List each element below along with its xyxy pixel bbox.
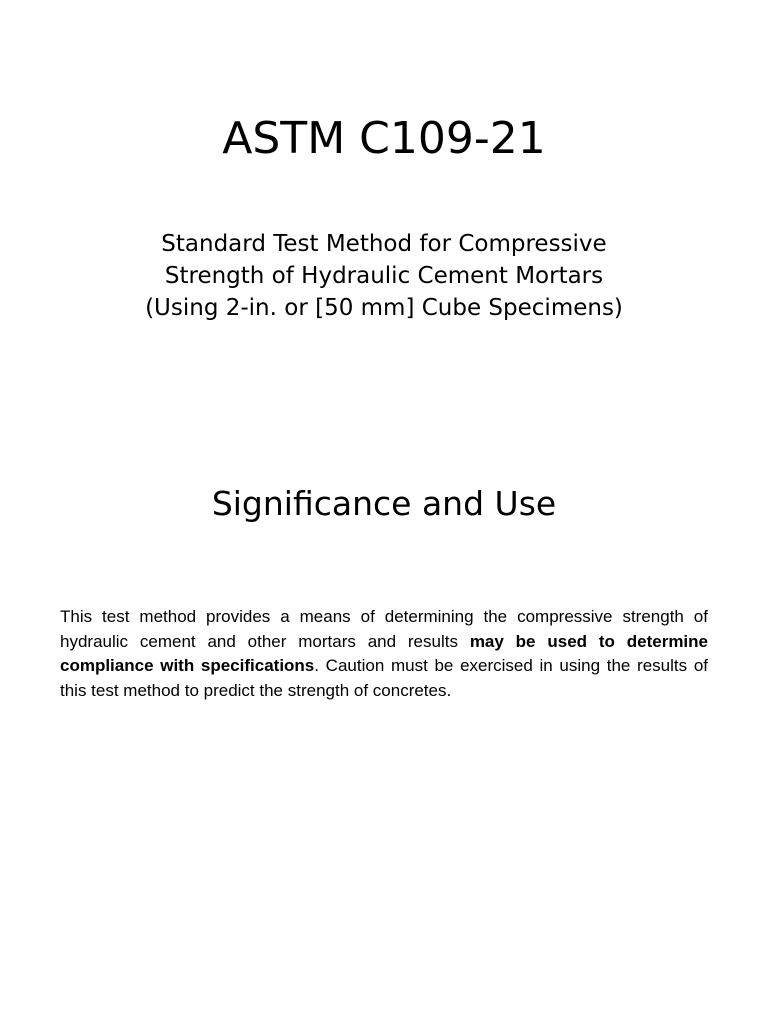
body-paragraph [60, 605, 708, 703]
subtitle-line-1: Standard Test Method for Compressive [161, 231, 607, 257]
paragraph-text-start: This test method provides a means of determining the compressive strength of hydraulic cement and other mortars and results [60, 607, 708, 651]
subtitle-line-3: (Using 2-in. or [50 mm] Cube Specimens) [145, 295, 623, 321]
document-title: ASTM C109-21 [222, 113, 546, 164]
section-heading: Significance and Use [211, 484, 557, 523]
paragraph-emphasis: may be used to determine compliance with specifications [60, 631, 708, 675]
subtitle-line-2: Strength of Hydraulic Cement Mortars [164, 263, 604, 289]
paragraph-text-end: . Caution must be exercised in using the results of this test method to predict the strength of concretes. [60, 656, 708, 700]
document-subtitle [0, 228, 768, 324]
